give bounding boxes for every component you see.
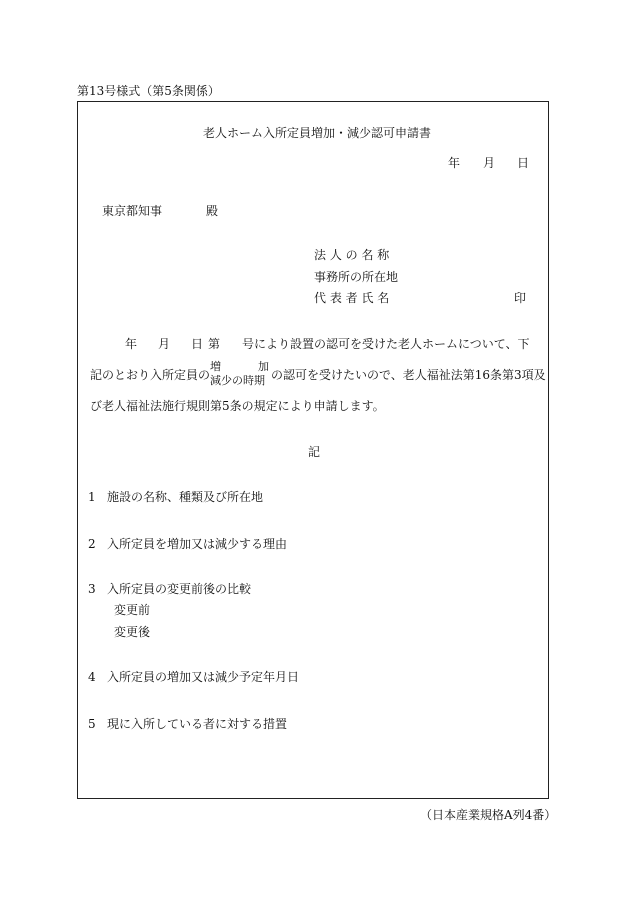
body-line2-zou: 増 [210,360,221,373]
addressee-honorific: 殿 [206,204,219,218]
item-4-text: 入所定員の増加又は減少予定年月日 [107,670,300,684]
item-3-number: 3 [88,582,96,596]
item-5-number: 5 [88,717,96,731]
item-5-text: 現に入所している者に対する措置 [107,717,288,731]
item-1-text: 施設の名称、種類及び所在地 [107,490,264,504]
body-line2-ka: 加 [258,360,269,373]
body-line1-day: 日 [191,337,204,351]
body-line2-prefix: 記のとおり入所定員の [90,368,211,382]
item-3-text: 入所定員の変更前後の比較 [107,582,252,596]
body-line3: び老人福祉法施行規則第5条の規定により申請します。 [90,399,385,413]
body-line1-rest: 号により設置の認可を受けた老人ホームについて、下 [242,337,530,351]
item-4-number: 4 [88,670,96,684]
comparison-after: 変更後 [114,625,151,639]
representative-label: 代 表 者 氏 名 [314,291,390,305]
body-line2-suffix: の認可を受けたいので、老人福祉法第16条第3項及 [271,368,546,382]
body-line1-year: 年 [125,337,138,351]
form-title: 老人ホーム入所定員増加・減少認可申請書 [203,126,432,140]
paper-size-note: （日本産業規格A列4番） [420,808,557,822]
addressee-name: 東京都知事 [102,204,163,218]
form-number: 第13号様式（第5条関係） [77,84,220,98]
body-line1-month: 月 [158,337,171,351]
corp-name-label: 法 人 の 名 称 [314,248,390,262]
date-month: 月 [483,156,496,170]
body-line2-genshou: 減少の時期 [210,374,265,387]
ki-heading: 記 [308,445,321,459]
date-day: 日 [517,156,530,170]
item-2-text: 入所定員を増加又は減少する理由 [107,537,288,551]
office-location-label: 事務所の所在地 [314,270,399,284]
comparison-before: 変更前 [114,603,151,617]
body-line1-dai: 第 [208,337,221,351]
item-2-number: 2 [88,537,96,551]
item-1-number: 1 [88,490,96,504]
seal-mark: 印 [514,291,527,305]
date-year: 年 [448,156,461,170]
